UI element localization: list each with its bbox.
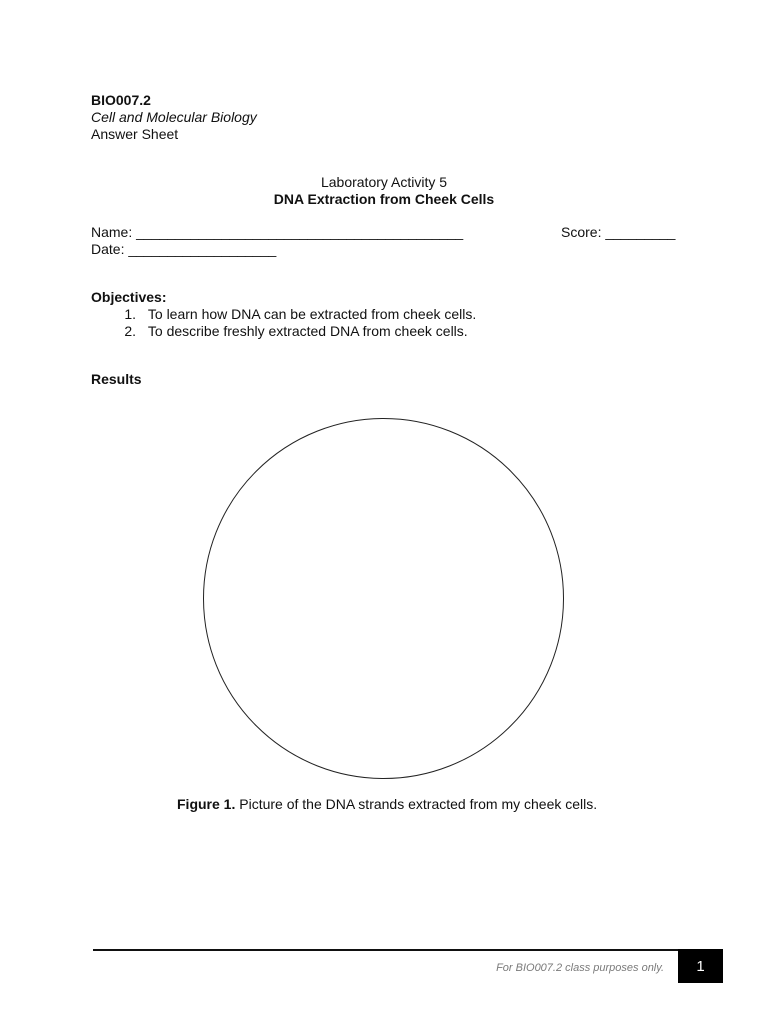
objectives-list	[91, 306, 476, 340]
figure-caption	[177, 796, 597, 812]
activity-title: DNA Extraction from Cheek Cells	[273, 191, 495, 207]
figure-caption-text: Picture of the DNA strands extracted from my cheek cells.	[235, 796, 598, 812]
objective-text: To describe freshly extracted DNA from cheek cells.	[147, 323, 468, 339]
course-name: Cell and Molecular Biology	[91, 109, 257, 125]
objective-number: 1.	[124, 306, 136, 322]
footer-note: For BIO007.2 class purposes only.	[496, 962, 664, 974]
score-field[interactable]: Score: _________	[561, 224, 676, 240]
footer-divider	[93, 949, 678, 951]
objective-text: To learn how DNA can be extracted from cheek cells.	[147, 306, 477, 322]
course-code: BIO007.2	[91, 92, 151, 108]
objectives-heading: Objectives:	[91, 289, 167, 305]
date-field[interactable]: Date: ___________________	[91, 241, 277, 257]
results-heading: Results	[91, 371, 142, 387]
figure-label: Figure 1.	[177, 796, 236, 812]
objective-number: 2.	[124, 323, 136, 339]
activity-label: Laboratory Activity 5	[320, 174, 448, 190]
figure-drawing-area[interactable]	[203, 418, 564, 779]
sheet-type: Answer Sheet	[91, 126, 179, 142]
page-number: 1	[678, 949, 723, 983]
objective-item	[91, 323, 476, 340]
name-field[interactable]: Name: __________________________________________	[91, 224, 464, 240]
objective-item	[91, 306, 476, 323]
